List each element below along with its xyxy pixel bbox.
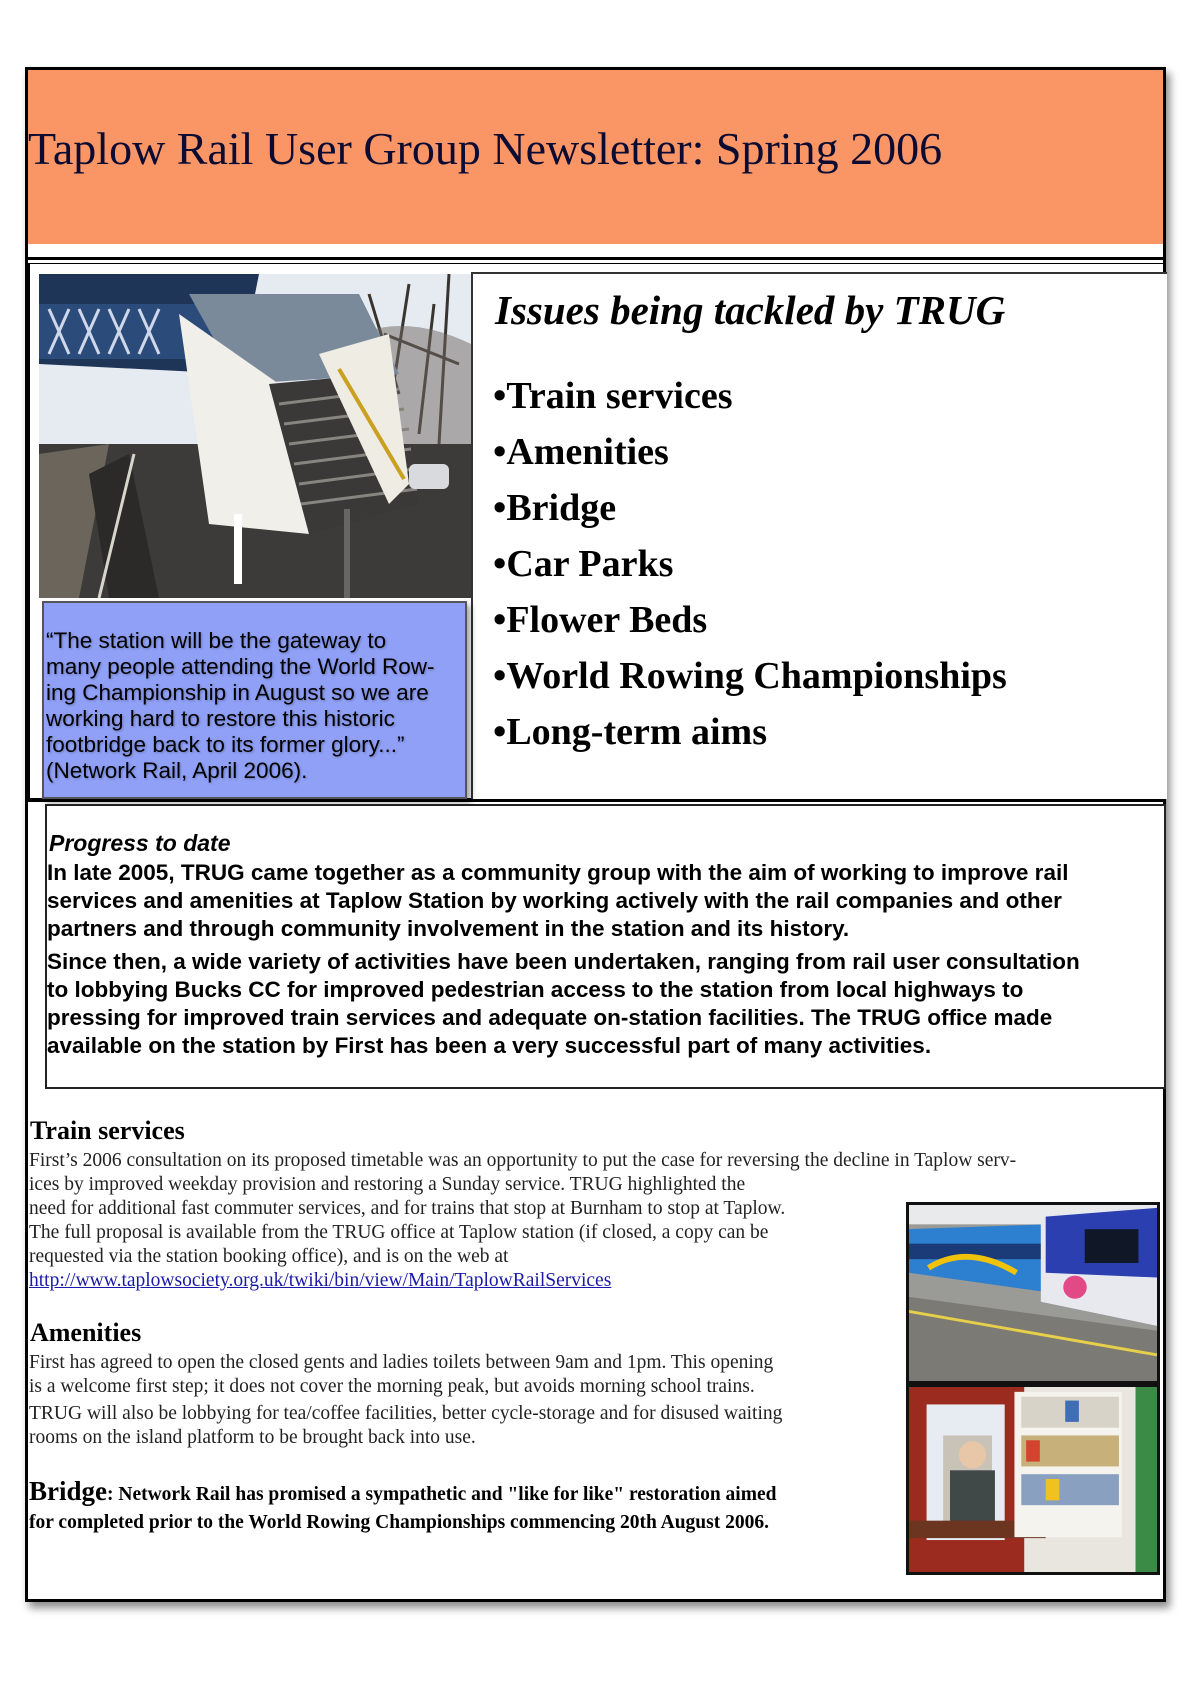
newsletter-title: Taplow Rail User Group Newsletter: Spring 2006	[28, 123, 943, 174]
caption-line: (Network Rail, April 2006).	[46, 758, 308, 783]
issues-list	[493, 373, 1007, 765]
divider	[28, 257, 1163, 260]
bridge-text: Bridge: Network Rail has promised a sympathetic and "like for like" restoration aimed for completed prior to the World Rowing Championships commencing 20th August 2006.	[29, 1476, 777, 1533]
caption-line: “The station will be the gateway to	[46, 628, 387, 653]
issue-item: • Long-term aims	[493, 709, 1007, 765]
train-services-text: First’s 2006 consultation on its proposed timetable was an opportunity to put the case for reversing the decline in Taplow serv- ices by improved weekday provision and restoring a Sunday service. TRUG highlighted the need for additional fast commuter services, and for trains that stop at Burnham to stop at Taplow. The full proposal is available from the TRUG office at Taplow station (if closed, a copy can be requested via the station booking office), and is on the web at http://www.taplowsociety.org.uk/twiki/bin/view/Main/TaplowRailServices	[29, 1150, 1017, 1291]
progress-paragraph: In late 2005, TRUG came together as a community group with the aim of working to improve rail services and amenities at Taplow Station by working actively with the rail companies and other partners and through community involvement in the station and its history.	[47, 860, 1069, 941]
section-title-amenities: Amenities	[30, 1318, 142, 1347]
quote-caption	[42, 601, 467, 799]
footbridge-photo	[39, 274, 471, 598]
issue-item: • Flower Beds	[493, 597, 1007, 653]
trains-photo	[906, 1202, 1160, 1384]
issue-item: • Bridge	[493, 485, 1007, 541]
caption-line: working hard to restore this historic	[46, 706, 395, 731]
section-title-train-services: Train services	[30, 1116, 185, 1145]
divider	[28, 263, 1163, 264]
amenities-text: First has agreed to open the closed gents and ladies toilets between 9am and 1pm. This opening is a welcome first step; it does not cover the morning peak, but avoids morning school trains. TRUG will also be lobbying for tea/coffee facilities, better cycle-storage and for disused waiting rooms on the island platform to be brought back into use.	[29, 1352, 783, 1448]
issue-item: • World Rowing Championships	[493, 653, 1007, 709]
section-title-bridge: Bridge	[29, 1476, 107, 1506]
caption-line: ing Championship in August so we are	[46, 680, 429, 705]
taplow-rail-services-link[interactable]: http://www.taplowsociety.org.uk/twiki/bin/view/Main/TaplowRailServices	[29, 1270, 612, 1291]
divider	[28, 264, 30, 802]
issue-item: • Car Parks	[493, 541, 1007, 597]
progress-paragraph: Since then, a wide variety of activities have been undertaken, ranging from rail user consultation to lobbying Bucks CC for improved pedestrian access to the station from local highways to pressing for improved train services and adequate on-station facilities. The TRUG office made available on the station by First has been a very successful part of many activities.	[47, 949, 1080, 1058]
issues-heading: Issues being tackled by TRUG	[495, 287, 1006, 333]
caption-line: footbridge back to its former glory...”	[46, 732, 405, 757]
caption-line: many people attending the World Row-	[46, 654, 435, 679]
office-photo	[906, 1384, 1160, 1575]
progress-heading: Progress to date	[49, 830, 231, 856]
issue-item: • Amenities	[493, 429, 1007, 485]
issue-item: • Train services	[493, 373, 1007, 429]
